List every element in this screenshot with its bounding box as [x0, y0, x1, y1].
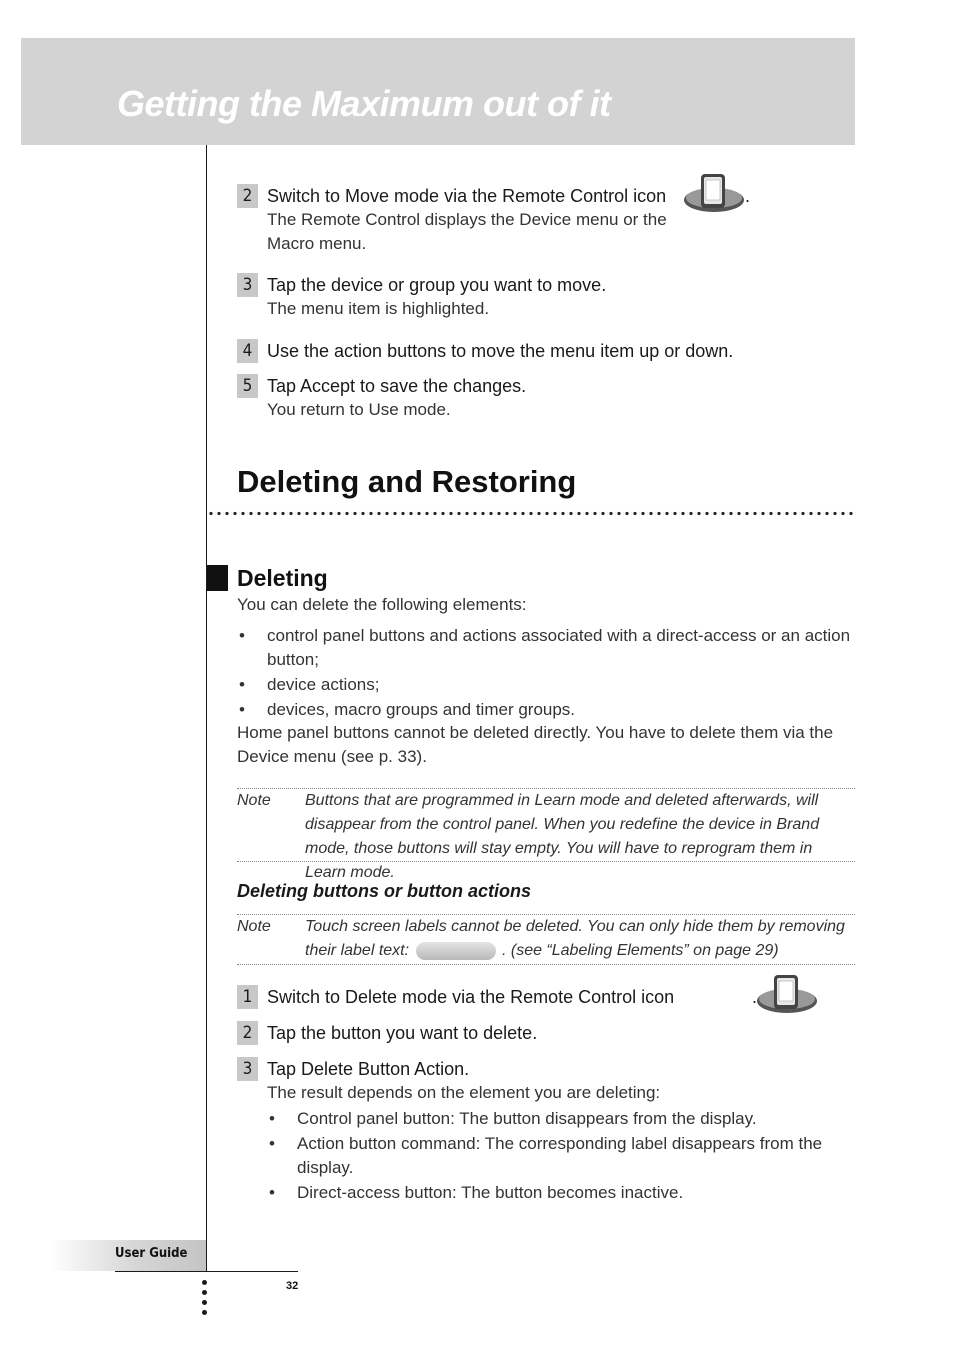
chapter-title: Getting the Maximum out of it [117, 83, 611, 124]
step-text: Tap the device or group you want to move. [267, 275, 607, 295]
step-item [237, 339, 855, 363]
step-item [237, 1057, 855, 1105]
list-item: • Action button command: The corresponding label disappears from the display. [267, 1132, 855, 1180]
step-tail: . [752, 987, 758, 1007]
step-text: Tap Accept to save the changes. [267, 376, 527, 396]
list-item: • Direct-access button: The button becomes inactive. [267, 1181, 855, 1205]
step-item [237, 273, 855, 321]
step-result: You return to Use mode. [267, 400, 451, 419]
dotted-divider [207, 511, 855, 516]
footer-label: User Guide [115, 1246, 188, 1261]
section-title: Deleting and Restoring [237, 464, 577, 499]
intro-text: You can delete the following elements: [237, 595, 527, 614]
empty-label-icon [416, 942, 496, 960]
step-item [237, 374, 855, 422]
step-result: The menu item is highlighted. [267, 299, 490, 318]
remote-control-icon [756, 973, 818, 1013]
footer-rule [115, 1271, 298, 1272]
step-number: 4 [237, 339, 258, 363]
note-label: Note [237, 918, 271, 935]
subsection-marker [207, 565, 228, 591]
step-text: Tap the button you want to delete. [267, 1023, 538, 1043]
list-item: • Control panel button: The button disappears from the display. [267, 1107, 855, 1131]
list-item: • device actions; [237, 673, 855, 697]
step-number: 3 [237, 273, 258, 297]
list-item: • control panel buttons and actions associated with a direct-access or an action button; [237, 624, 855, 672]
page-number: 32 [286, 1280, 299, 1292]
step-tail: . [745, 186, 751, 206]
note-label: Note [237, 792, 271, 809]
note-text: Touch screen labels cannot be deleted. You can only hide them by removing their label text: [305, 918, 845, 959]
step-number: 2 [237, 1021, 258, 1045]
step-text: Use the action buttons to move the menu item up or down. [267, 341, 734, 361]
step-number: 2 [237, 184, 258, 208]
subsection-title: Deleting [237, 565, 328, 591]
home-panel-text: Home panel buttons cannot be deleted directly. You have to delete them via the Device menu (see p. 33). [237, 723, 834, 766]
step-number: 5 [237, 374, 258, 398]
step-item [237, 184, 855, 256]
delete-results-list [267, 1107, 855, 1206]
note-text: Buttons that are programmed in Learn mode and deleted afterwards, will disappear from the control panel. When you redefine the device in Brand mode, those buttons will stay empty. You will have to reprogram them in Learn mode. [305, 792, 820, 881]
note-box [237, 914, 855, 965]
margin-rule [206, 145, 207, 1271]
step-item [237, 1021, 855, 1045]
note-text-tail: . (see “Labeling Elements” on page 29) [501, 942, 779, 959]
step-text: Tap Delete Button Action. [267, 1059, 470, 1079]
list-item: • devices, macro groups and timer groups. [237, 698, 855, 722]
deletable-elements-list [237, 624, 855, 723]
step-number: 1 [237, 985, 258, 1009]
footer-dots [202, 1280, 210, 1320]
step-text: Switch to Move mode via the Remote Control icon [267, 186, 667, 206]
note-box [237, 788, 855, 881]
step-number: 3 [237, 1057, 258, 1081]
subsubsection-title: Deleting buttons or button actions [237, 881, 531, 901]
step-result: The Remote Control displays the Device menu or the Macro menu. [267, 210, 667, 253]
step-result: The result depends on the element you are deleting: [267, 1083, 661, 1102]
step-text: Switch to Delete mode via the Remote Control icon [267, 987, 675, 1007]
remote-control-icon [683, 172, 745, 212]
